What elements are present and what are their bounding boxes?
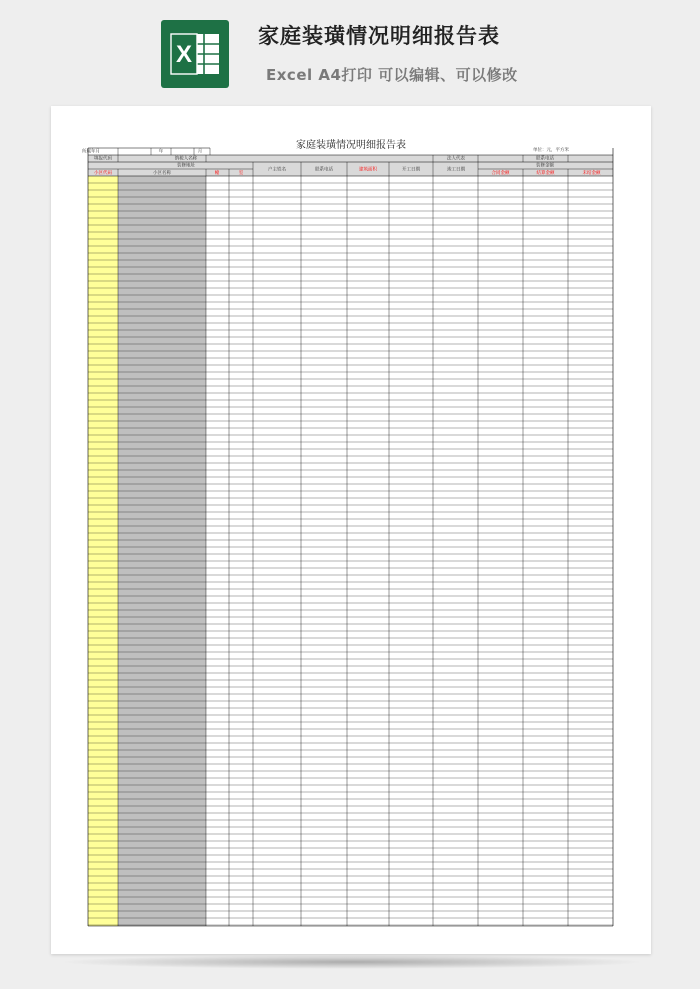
spreadsheet-page <box>51 106 651 954</box>
sheet-shadow <box>58 955 646 969</box>
header-contact: 联系电话 <box>315 167 333 173</box>
header-settled-amount: 结算金额 <box>536 171 555 176</box>
label-month: 月 <box>197 149 203 155</box>
header-unsettled-amount: 未结金额 <box>582 171 601 176</box>
label-year: 年 <box>158 149 164 155</box>
label-org-code: 填报代码 <box>94 156 112 162</box>
header-area: 建筑面积 <box>359 167 377 173</box>
banner-subtitle: Excel A4打印 可以编辑、可以修改 <box>266 66 518 84</box>
header-amount-group: 装修金额 <box>536 163 554 169</box>
label-period: 所属年月 <box>82 149 100 155</box>
excel-icon <box>161 20 229 88</box>
info-row-fill <box>88 155 613 162</box>
label-phone: 联系电话 <box>536 156 554 162</box>
spreadsheet-grid <box>51 106 651 954</box>
excel-icon-letter: X <box>175 41 193 68</box>
header-owner: 户主姓名 <box>268 167 286 173</box>
cell-fills <box>88 155 613 926</box>
code-column-fill <box>88 176 118 926</box>
header-building: 幢 <box>214 171 220 176</box>
sheet-unit: 单位：元，平方米 <box>533 148 569 153</box>
header-start-date: 开工日期 <box>402 167 420 173</box>
sheet-title: 家庭装璜情况明细报告表 <box>296 140 406 151</box>
name-column-fill <box>118 176 206 926</box>
header-address: 装修地址 <box>177 163 195 169</box>
header-community-name: 小区名称 <box>153 171 171 176</box>
header-room: 室 <box>238 171 244 176</box>
banner <box>0 0 700 100</box>
label-taxpayer: 纳税人名称 <box>174 156 198 162</box>
banner-title: 家庭装璜情况明细报告表 <box>258 24 500 48</box>
header-contract-amount: 合同金额 <box>491 171 510 176</box>
header-community-code: 小区代码 <box>94 171 112 176</box>
label-legal-rep: 法人代表 <box>447 156 465 162</box>
header-end-date: 竣工日期 <box>447 167 465 173</box>
